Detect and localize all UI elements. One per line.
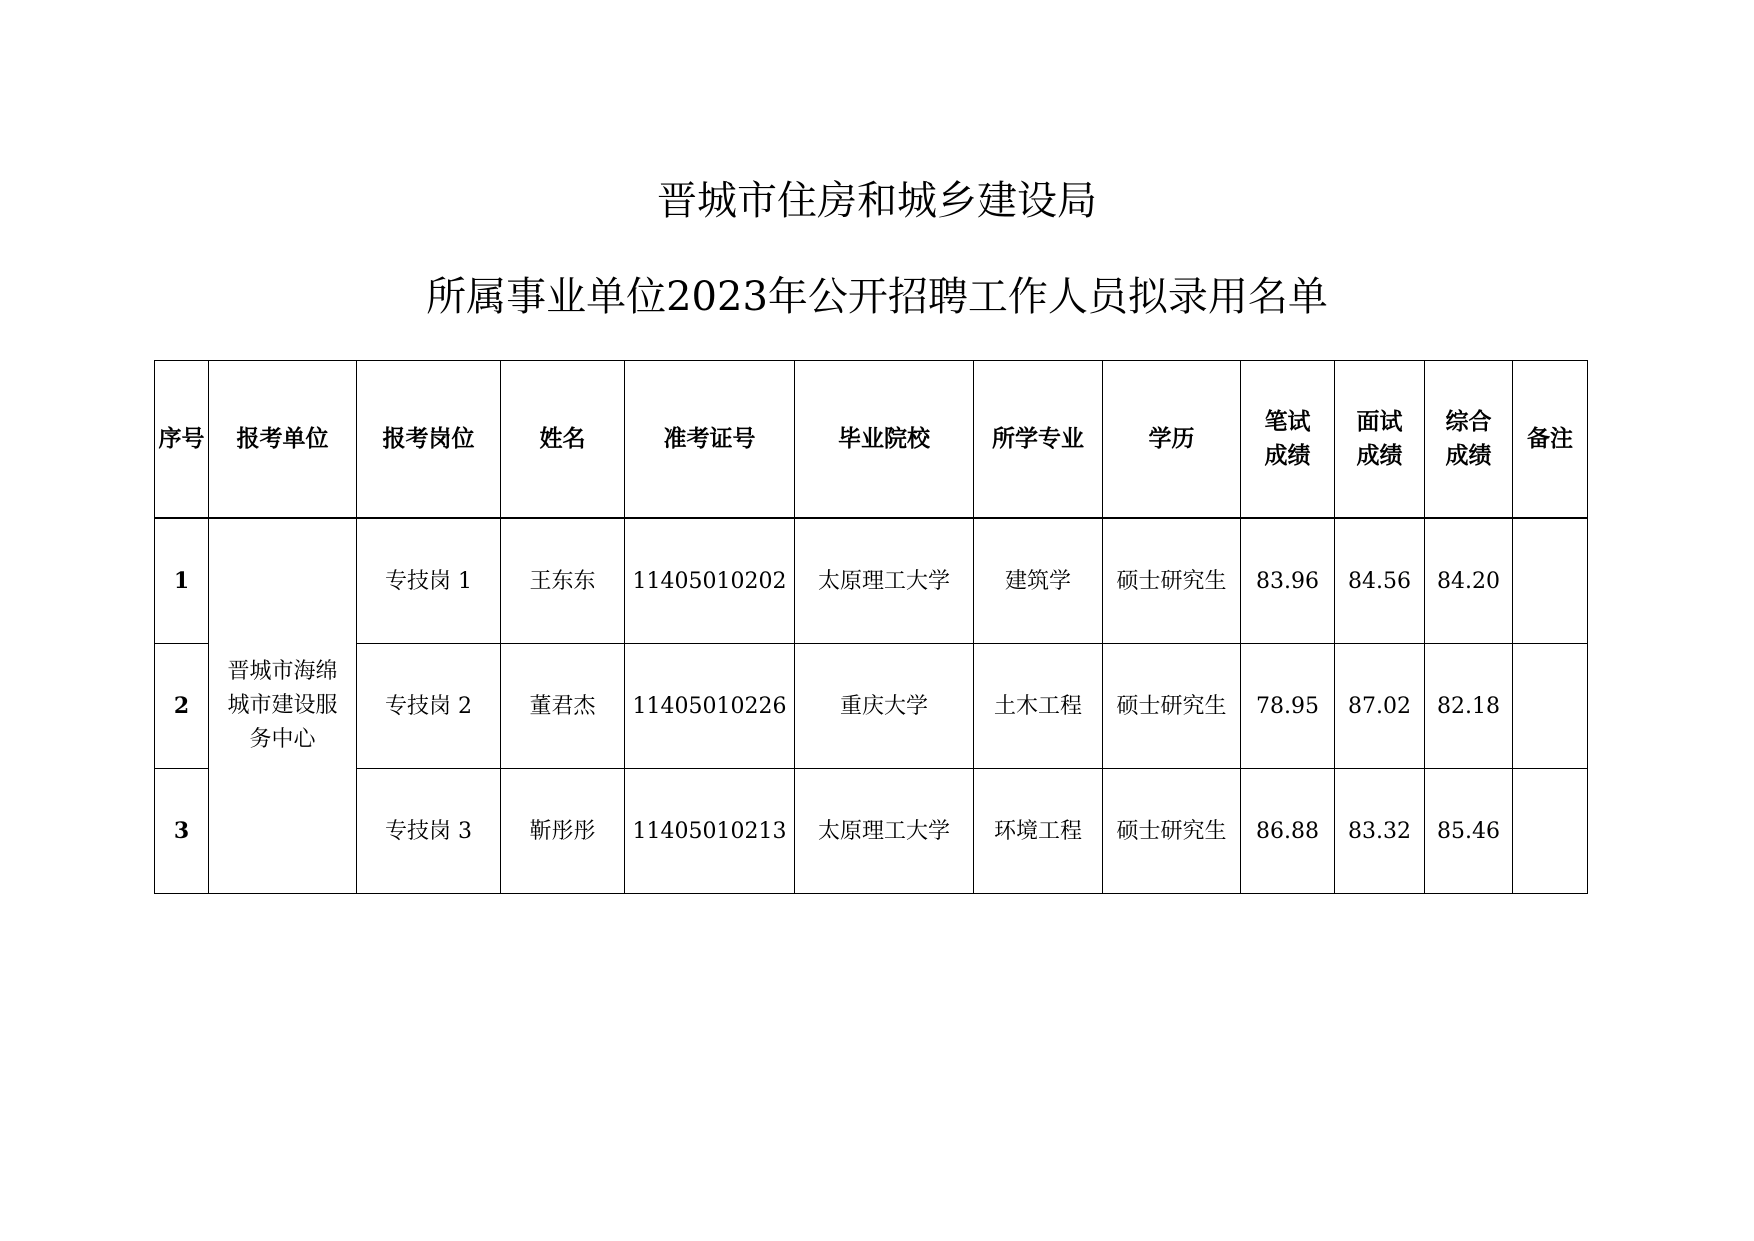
cell-total-score: 84.20 bbox=[1425, 518, 1513, 644]
header-major: 所学专业 bbox=[974, 361, 1103, 519]
header-written-line1: 笔试 bbox=[1264, 409, 1311, 435]
cell-remark bbox=[1513, 644, 1588, 769]
header-interview-line2: 成绩 bbox=[1356, 443, 1403, 469]
document-title: 晋城市住房和城乡建设局 bbox=[657, 178, 1097, 224]
table-row bbox=[155, 644, 1588, 769]
cell-interview-score: 83.32 bbox=[1335, 769, 1425, 894]
cell-seq: 2 bbox=[155, 644, 209, 769]
cell-name: 王东东 bbox=[501, 518, 625, 644]
cell-degree: 硕士研究生 bbox=[1103, 518, 1241, 644]
document-subtitle: 所属事业单位2023年公开招聘工作人员拟录用名单 bbox=[426, 274, 1328, 320]
cell-exam-id: 11405010213 bbox=[625, 769, 795, 894]
header-unit: 报考单位 bbox=[209, 361, 357, 519]
cell-major: 土木工程 bbox=[974, 644, 1103, 769]
cell-exam-id: 11405010226 bbox=[625, 644, 795, 769]
cell-major: 环境工程 bbox=[974, 769, 1103, 894]
cell-interview-score: 87.02 bbox=[1335, 644, 1425, 769]
header-total-line2: 成绩 bbox=[1445, 443, 1492, 469]
table-row bbox=[155, 518, 1588, 644]
header-degree: 学历 bbox=[1103, 361, 1241, 519]
table-row bbox=[155, 769, 1588, 894]
header-school: 毕业院校 bbox=[795, 361, 974, 519]
header-written-score bbox=[1241, 361, 1335, 519]
cell-post: 专技岗 1 bbox=[357, 518, 501, 644]
table-header-row bbox=[155, 361, 1588, 519]
header-seq: 序号 bbox=[155, 361, 209, 519]
cell-total-score: 82.18 bbox=[1425, 644, 1513, 769]
cell-major: 建筑学 bbox=[974, 518, 1103, 644]
header-exam-id: 准考证号 bbox=[625, 361, 795, 519]
hiring-roster-table bbox=[154, 360, 1588, 894]
cell-seq: 3 bbox=[155, 769, 209, 894]
cell-remark bbox=[1513, 769, 1588, 894]
header-remark: 备注 bbox=[1513, 361, 1588, 519]
cell-school: 太原理工大学 bbox=[795, 518, 974, 644]
header-written-line2: 成绩 bbox=[1264, 443, 1311, 469]
header-total-line1: 综合 bbox=[1445, 409, 1492, 435]
header-name: 姓名 bbox=[501, 361, 625, 519]
cell-written-score: 86.88 bbox=[1241, 769, 1335, 894]
cell-degree: 硕士研究生 bbox=[1103, 769, 1241, 894]
cell-unit: 晋城市海绵城市建设服务中心 bbox=[209, 518, 357, 894]
header-interview-line1: 面试 bbox=[1356, 409, 1403, 435]
header-post: 报考岗位 bbox=[357, 361, 501, 519]
cell-interview-score: 84.56 bbox=[1335, 518, 1425, 644]
cell-post: 专技岗 2 bbox=[357, 644, 501, 769]
cell-seq: 1 bbox=[155, 518, 209, 644]
cell-exam-id: 11405010202 bbox=[625, 518, 795, 644]
cell-name: 董君杰 bbox=[501, 644, 625, 769]
cell-written-score: 83.96 bbox=[1241, 518, 1335, 644]
header-interview-score bbox=[1335, 361, 1425, 519]
cell-school: 重庆大学 bbox=[795, 644, 974, 769]
cell-total-score: 85.46 bbox=[1425, 769, 1513, 894]
cell-degree: 硕士研究生 bbox=[1103, 644, 1241, 769]
header-total-score bbox=[1425, 361, 1513, 519]
cell-name: 靳彤彤 bbox=[501, 769, 625, 894]
cell-school: 太原理工大学 bbox=[795, 769, 974, 894]
cell-written-score: 78.95 bbox=[1241, 644, 1335, 769]
cell-post: 专技岗 3 bbox=[357, 769, 501, 894]
cell-remark bbox=[1513, 518, 1588, 644]
